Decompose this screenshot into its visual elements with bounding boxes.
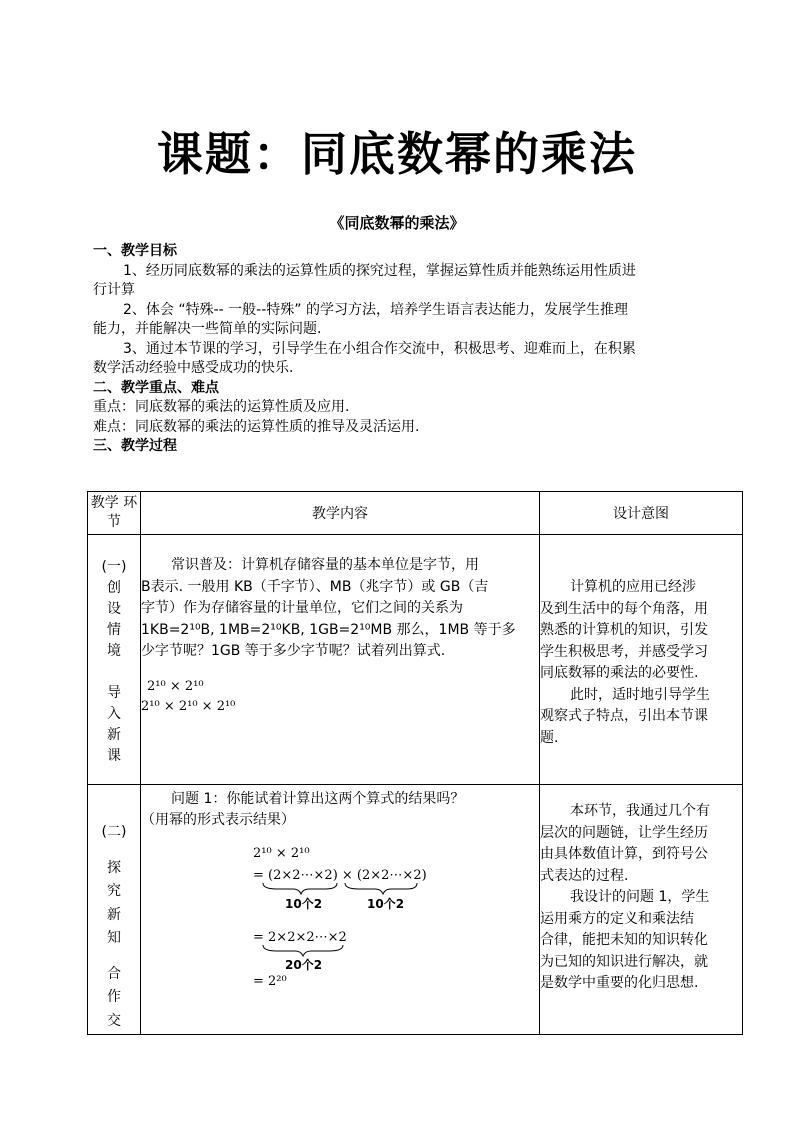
goal-line: 能力，并能解决一些简单的实际问题. [93, 321, 322, 337]
header-content: 教学内容 [141, 492, 540, 535]
stage-cell-1 [88, 535, 141, 785]
question-1: 问题 1：你能试着计算出这两个算式的结果吗？ [171, 791, 465, 807]
intent-line: 题. [540, 729, 559, 746]
header-stage [88, 492, 141, 535]
intent-line: 观察式子特点，引出本节课 [540, 708, 708, 724]
brace-label: 10个2 [285, 897, 323, 911]
intent-line: 运用乘方的定义和乘法结 [540, 910, 694, 927]
table-row [88, 535, 743, 785]
underbrace-pair [259, 881, 419, 895]
section-heading-focus: 二、教学重点、难点 [93, 379, 219, 396]
content-line: 常识普及：计算机存储容量的基本单位是字节，用 [171, 557, 479, 573]
stage-char: 新 [107, 906, 121, 923]
stage-cell-2 [88, 785, 141, 1035]
intent-line: 学生积极思考，并感受学习 [540, 643, 708, 660]
table-row [88, 785, 743, 1035]
goal-line: 1、经历同底数幂的乘法的运算性质的探究过程，掌握运算性质并能熟练运用性质进 [123, 262, 636, 279]
derivation [141, 831, 539, 1021]
intent-line: 此时，适时地引导学生 [570, 686, 710, 703]
stage-char: 合 [107, 965, 121, 982]
stage-char: 交 [107, 1012, 121, 1029]
content-line: B表示. 一般用 KB（千字节）、MB（兆字节）或 GB（吉 [141, 578, 489, 595]
stage-char: 作 [107, 989, 121, 1005]
stage-char: 探 [107, 859, 121, 876]
difficult-point: 难点：同底数幂的乘法的运算性质的推导及灵活运用. [93, 418, 420, 435]
table-header-row [88, 492, 743, 535]
intent-line: 我设计的问题 1，学生 [570, 889, 710, 905]
goal-line: 行计算 [93, 282, 135, 298]
stage-char: 课 [107, 748, 121, 764]
header-intent: 设计意图 [540, 492, 743, 535]
derivation-step: = 2×2×2⋯×2 [253, 930, 347, 945]
page-title: 课题：同底数幂的乘法 [157, 127, 637, 181]
intent-line: 熟悉的计算机的知识，引发 [540, 622, 708, 638]
expr-2: 2¹⁰ × 2¹⁰ × 2¹⁰ [141, 698, 236, 714]
stage-char: (一) [101, 559, 127, 575]
intent-line: 同底数幂的乘法的必要性. [540, 665, 699, 681]
intent-cell-2 [540, 785, 743, 1035]
intent-line: 计算机的应用已经涉 [570, 579, 696, 595]
header-stage-line1: 教学 [90, 495, 119, 511]
intent-line: 是数学中重要的化归思想. [540, 975, 699, 991]
goal-line: 2、体会 “特殊-- 一般--特殊” 的学习方法，培养学生语言表达能力，发展学生推理 [123, 301, 628, 318]
brace-label: 20个2 [285, 958, 323, 972]
teaching-process-table [87, 491, 743, 1035]
stage-char: 导 [107, 685, 121, 701]
stage-char: 情 [107, 622, 121, 638]
stage-char: 知 [107, 930, 121, 946]
intent-line: 由具体数值计算，到符号公 [540, 846, 708, 862]
intent-line: 为已知的知识进行解决，就 [540, 953, 708, 970]
lesson-body [93, 242, 723, 457]
section-heading-process: 三、教学过程 [93, 438, 177, 454]
stage-char: 新 [107, 727, 121, 743]
stage-char: 入 [107, 706, 121, 722]
stage-char: 创 [107, 580, 121, 596]
content-line: 少字节呢？1GB 等于多少字节呢？试着列出算式. [141, 643, 446, 659]
subtitle: 《同底数幂的乘法》 [329, 214, 465, 232]
derivation-step: = 2²⁰ [253, 974, 287, 989]
question-1-note: （用幂的形式表示结果） [141, 812, 295, 828]
intent-line: 本环节，我通过几个有 [570, 803, 710, 819]
brace-label: 10个2 [367, 897, 405, 911]
content-cell-1 [141, 535, 540, 785]
key-point: 重点：同底数幂的乘法的运算性质及应用. [93, 399, 350, 415]
header-stage-line2: 环节 [107, 495, 138, 530]
section-heading-goals: 一、教学目标 [93, 243, 177, 259]
goal-line: 数学活动经验中感受成功的快乐. [93, 360, 294, 376]
stage-char: 设 [107, 601, 121, 617]
intent-line: 合律，能把未知的知识转化 [540, 932, 708, 948]
intent-cell-1 [540, 535, 743, 785]
derivation-step: 2¹⁰ × 2¹⁰ [253, 846, 310, 861]
intent-line: 及到生活中的每个角落，用 [540, 600, 708, 617]
expr-1: 2¹⁰ × 2¹⁰ [147, 678, 204, 694]
stage-char: 究 [107, 883, 121, 899]
stage-char: 境 [107, 643, 121, 659]
goal-line: 3、通过本节课的学习，引导学生在小组合作交流中，积极思考、迎难而上，在积累 [123, 340, 636, 357]
content-cell-2 [141, 785, 540, 1035]
content-relation: 1KB=2¹⁰B, 1MB=2¹⁰KB, 1GB=2¹⁰MB 那么，1MB 等于多 [141, 621, 516, 638]
intent-line: 式表达的过程. [540, 867, 629, 884]
intent-line: 层次的问题链，让学生经历 [540, 824, 708, 841]
stage-char: (二) [101, 824, 127, 840]
content-line: 字节）作为存储容量的计量单位，它们之间的关系为 [141, 600, 463, 616]
derivation-step: = (2×2⋯×2) × (2×2⋯×2) [253, 868, 427, 883]
